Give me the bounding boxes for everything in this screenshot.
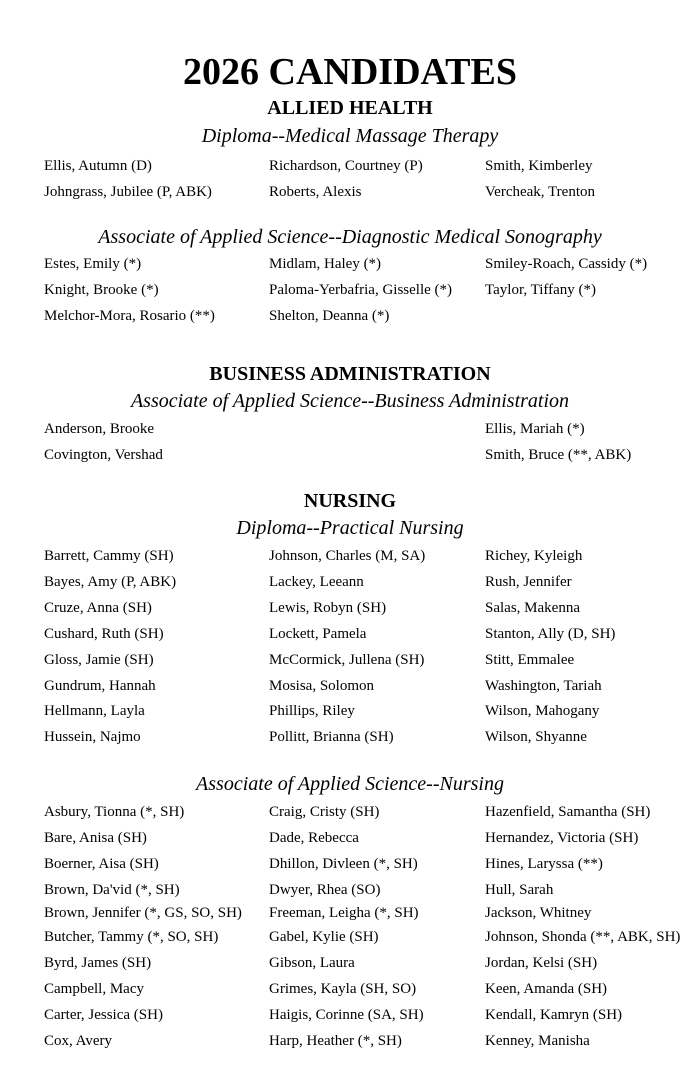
candidate-name: Richardson, Courtney (P) xyxy=(269,158,423,174)
candidate-name: Rush, Jennifer xyxy=(485,574,572,590)
candidate-name: Mosisa, Solomon xyxy=(269,678,375,694)
candidate-name: Hussein, Najmo xyxy=(44,729,141,745)
candidate-name: Hellmann, Layla xyxy=(44,703,145,719)
candidate-name: Dhillon, Divleen (*, SH) xyxy=(269,856,418,872)
candidate-name: Johngrass, Jubilee (P, ABK) xyxy=(44,184,212,200)
candidate-name: Dwyer, Rhea (SO) xyxy=(269,882,381,898)
candidate-name: Hernandez, Victoria (SH) xyxy=(485,830,639,846)
candidate-name: Paloma-Yerbafria, Gisselle (*) xyxy=(269,282,453,298)
candidate-name: Hazenfield, Samantha (SH) xyxy=(485,804,651,820)
candidate-name: Campbell, Macy xyxy=(44,981,144,997)
candidate-name: Ellis, Autumn (D) xyxy=(44,158,152,174)
candidate-name: Midlam, Haley (*) xyxy=(269,256,382,272)
candidate-name: Johnson, Shonda (**, ABK, SH) xyxy=(485,929,681,945)
candidate-name: Cruze, Anna (SH) xyxy=(44,600,152,616)
candidate-name: Craig, Cristy (SH) xyxy=(269,804,380,820)
section-heading-business-administration: BUSINESS ADMINISTRATION xyxy=(209,363,491,385)
candidate-name: Ellis, Mariah (*) xyxy=(485,421,585,437)
candidate-name: Keen, Amanda (SH) xyxy=(485,981,608,997)
candidate-name: Pollitt, Brianna (SH) xyxy=(269,729,394,745)
candidate-name: Barrett, Cammy (SH) xyxy=(44,548,174,564)
candidate-name: Bare, Anisa (SH) xyxy=(44,830,147,846)
candidate-name: Freeman, Leigha (*, SH) xyxy=(269,905,419,921)
candidate-name: Knight, Brooke (*) xyxy=(44,282,159,298)
candidate-name: Bayes, Amy (P, ABK) xyxy=(44,574,177,590)
candidate-name: Cushard, Ruth (SH) xyxy=(44,626,164,642)
candidate-name: Shelton, Deanna (*) xyxy=(269,308,390,324)
program-heading: Associate of Applied Science--Nursing xyxy=(196,773,504,795)
program-heading: Associate of Applied Science--Diagnostic Medical Sonography xyxy=(98,226,602,248)
candidate-name: Brown, Jennifer (*, GS, SO, SH) xyxy=(44,905,242,921)
candidate-name: Salas, Makenna xyxy=(485,600,580,616)
candidate-name: Roberts, Alexis xyxy=(269,184,362,200)
program-heading: Diploma--Medical Massage Therapy xyxy=(201,125,499,147)
candidate-name: Covington, Vershad xyxy=(44,447,163,463)
candidate-name: Gabel, Kylie (SH) xyxy=(269,929,379,945)
candidate-name: Gibson, Laura xyxy=(269,955,355,971)
candidate-name: McCormick, Jullena (SH) xyxy=(269,652,425,668)
candidate-name: Harp, Heather (*, SH) xyxy=(269,1033,402,1049)
candidate-name: Vercheak, Trenton xyxy=(485,184,595,200)
candidate-name: Lewis, Robyn (SH) xyxy=(269,600,387,616)
section-heading-allied-health: ALLIED HEALTH xyxy=(267,97,433,119)
candidate-name: Byrd, James (SH) xyxy=(44,955,152,971)
candidate-name: Washington, Tariah xyxy=(485,678,602,694)
candidate-name: Gundrum, Hannah xyxy=(44,678,156,694)
candidate-name: Stitt, Emmalee xyxy=(485,652,575,668)
candidate-name: Grimes, Kayla (SH, SO) xyxy=(269,981,417,997)
page-title: 2026 CANDIDATES xyxy=(183,51,517,93)
candidate-name: Cox, Avery xyxy=(44,1033,113,1049)
candidate-name: Gloss, Jamie (SH) xyxy=(44,652,154,668)
section-heading-nursing: NURSING xyxy=(303,490,397,512)
candidate-name: Lackey, Leeann xyxy=(269,574,364,590)
candidate-name: Wilson, Mahogany xyxy=(485,703,600,719)
candidate-name: Stanton, Ally (D, SH) xyxy=(485,626,616,642)
candidate-name: Jackson, Whitney xyxy=(485,905,592,921)
candidate-name: Estes, Emily (*) xyxy=(44,256,142,272)
candidate-name: Wilson, Shyanne xyxy=(485,729,587,745)
candidate-name: Taylor, Tiffany (*) xyxy=(485,282,596,298)
candidate-name: Lockett, Pamela xyxy=(269,626,367,642)
candidate-name: Anderson, Brooke xyxy=(44,421,154,437)
candidate-name: Boerner, Aisa (SH) xyxy=(44,856,159,872)
program-heading: Associate of Applied Science--Business Administration xyxy=(130,390,570,412)
program-heading: Diploma--Practical Nursing xyxy=(236,517,464,539)
candidate-name: Johnson, Charles (M, SA) xyxy=(269,548,426,564)
candidate-name: Haigis, Corinne (SA, SH) xyxy=(269,1007,424,1023)
candidate-name: Phillips, Riley xyxy=(269,703,355,719)
candidate-name: Hull, Sarah xyxy=(485,882,554,898)
candidate-name: Smiley-Roach, Cassidy (*) xyxy=(485,256,648,272)
candidate-name: Kendall, Kamryn (SH) xyxy=(485,1007,623,1023)
candidate-name: Jordan, Kelsi (SH) xyxy=(485,955,598,971)
candidate-name: Dade, Rebecca xyxy=(269,830,359,846)
candidate-name: Hines, Laryssa (**) xyxy=(485,856,603,872)
candidate-name: Butcher, Tammy (*, SO, SH) xyxy=(44,929,219,945)
candidate-name: Smith, Bruce (**, ABK) xyxy=(485,447,632,463)
candidate-name: Smith, Kimberley xyxy=(485,158,593,174)
candidate-name: Melchor-Mora, Rosario (**) xyxy=(44,308,215,324)
candidate-name: Brown, Da'vid (*, SH) xyxy=(44,882,180,898)
candidate-name: Carter, Jessica (SH) xyxy=(44,1007,163,1023)
candidate-name: Kenney, Manisha xyxy=(485,1033,590,1049)
candidate-name: Richey, Kyleigh xyxy=(485,548,583,564)
candidate-name: Asbury, Tionna (*, SH) xyxy=(44,804,185,820)
